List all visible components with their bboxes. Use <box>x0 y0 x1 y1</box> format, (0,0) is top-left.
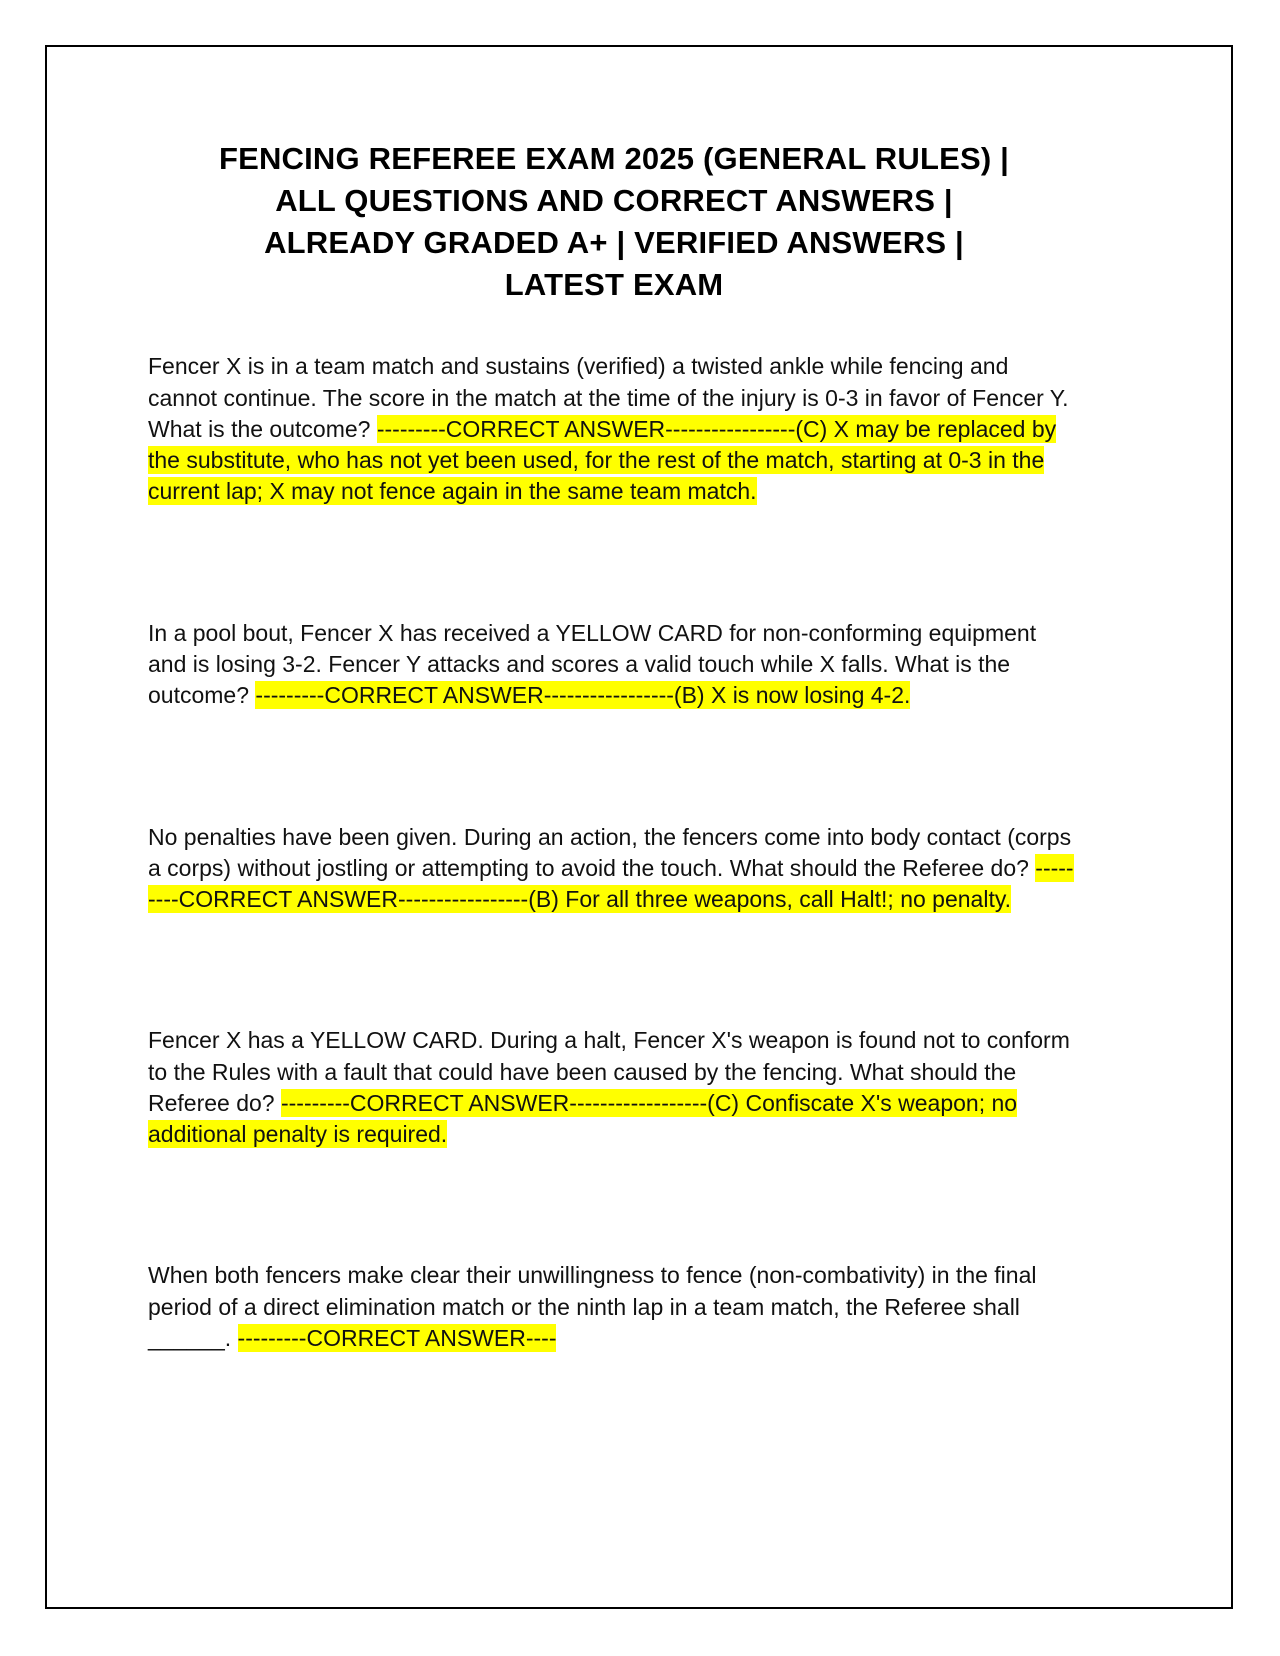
title-line: ALL QUESTIONS AND CORRECT ANSWERS | <box>275 182 953 218</box>
question-text: Fencer X is in a team match and sustains (verified) a twisted ankle while fencing and cannot continue. The score in the match at the time of the injury is 0-3 in favor of Fencer Y. What is the outcome? <box>148 353 1069 442</box>
question-answer-block <box>148 618 1080 712</box>
answer-highlight: ---------CORRECT ANSWER-----------------(B) X is now losing 4-2. <box>255 682 911 709</box>
title-line: LATEST EXAM <box>504 266 724 302</box>
question-answer-block <box>148 1025 1080 1150</box>
title-line: ALREADY GRADED A+ | VERIFIED ANSWERS | <box>264 224 964 260</box>
title-line: FENCING REFEREE EXAM 2025 (GENERAL RULES) | <box>218 141 1010 176</box>
question-text: When both fencers make clear their unwillingness to fence (non-combativity) in the final period of a direct elimination match or the ninth lap in a team match, the Referee shall ______. <box>148 1262 1037 1351</box>
question-text: Fencer X has a YELLOW CARD. During a halt, Fencer X's weapon is found not to conform to the Rules with a fault that could have been caused by the fencing. What should the Referee do? <box>148 1027 1070 1116</box>
document-title <box>148 138 1080 305</box>
question-text: In a pool bout, Fencer X has received a YELLOW CARD for non-conforming equipment and is losing 3-2. Fencer Y attacks and scores a valid touch while X falls. What is the outcome? <box>148 619 1037 709</box>
answer-highlight: ---------CORRECT ANSWER-----------------(B) For all three weapons, call Halt!; no penalty. <box>148 854 1074 913</box>
question-answer-block <box>148 822 1080 916</box>
document-content <box>148 138 1080 1354</box>
answer-highlight: ---------CORRECT ANSWER---- <box>237 1324 557 1351</box>
question-answer-block <box>148 1260 1080 1354</box>
answer-highlight: ---------CORRECT ANSWER------------------(C) Confiscate X's weapon; no additional penalty is required. <box>148 1089 1018 1148</box>
question-text: No penalties have been given. During an action, the fencers come into body contact (corps a corps) without jostling or attempting to avoid the touch. What should the Referee do? <box>148 823 1072 881</box>
question-answer-block <box>148 351 1080 507</box>
answer-highlight: ---------CORRECT ANSWER-----------------(C) X may be replaced by the substitute, who has not yet been used, for the rest of the match, starting at 0-3 in the current lap; X may not fence again in the same team match. <box>148 415 1057 505</box>
